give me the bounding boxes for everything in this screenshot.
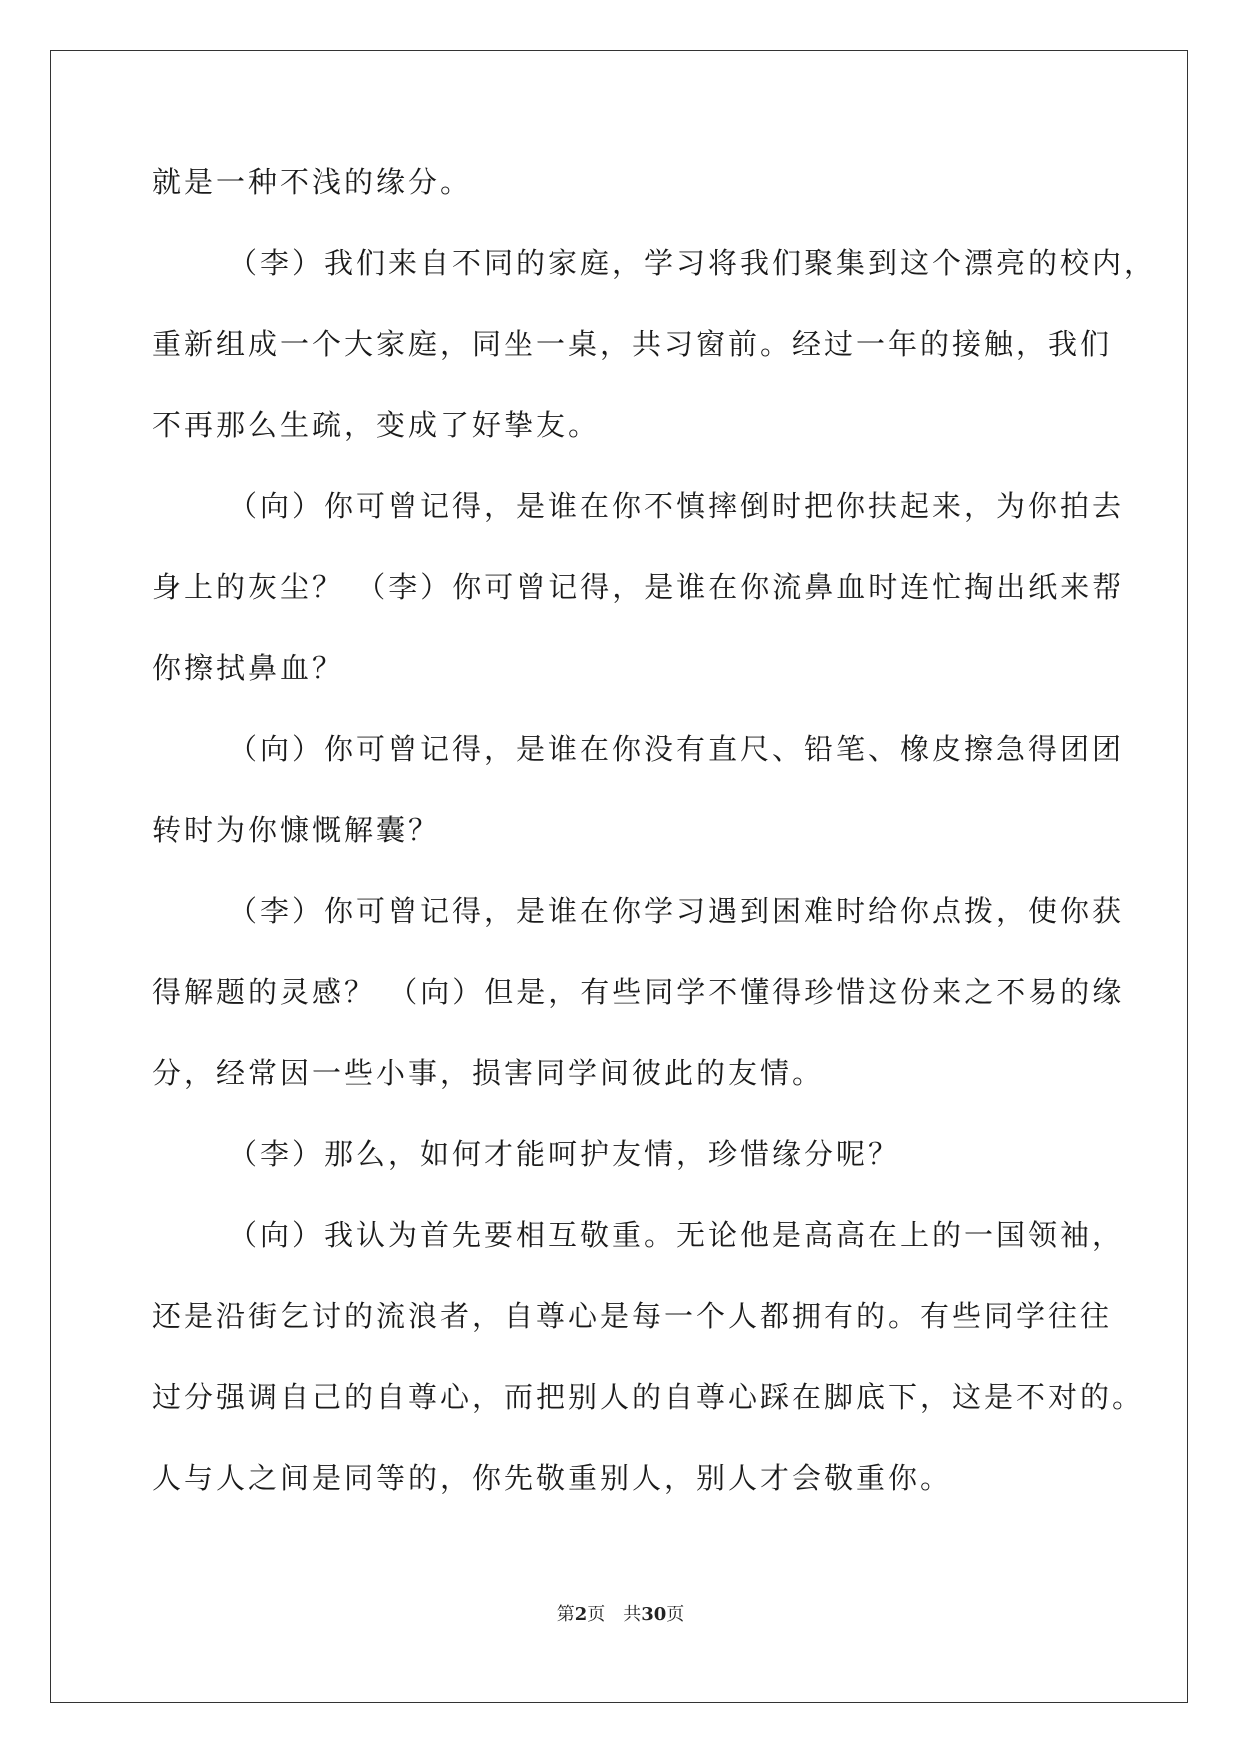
page-number: 2 (574, 1604, 588, 1625)
document-body (152, 162, 1157, 1539)
text-line: 得解题的灵感？ （向）但是，有些同学不懂得珍惜这份来之不易的缘 (152, 975, 1125, 1009)
text-line: 还是沿街乞讨的流浪者，自尊心是每一个人都拥有的。有些同学往往 (152, 1299, 1113, 1333)
text-line: （李）那么，如何才能呵护友情，珍惜缘分呢？ (228, 1137, 901, 1171)
text-line: 不再那么生疏，变成了好挚友。 (152, 408, 601, 442)
text-line: （李）你可曾记得，是谁在你学习遇到困难时给你点拨，使你获 (228, 894, 1125, 928)
text-line: 重新组成一个大家庭，同坐一桌，共习窗前。经过一年的接触，我们 (152, 327, 1113, 361)
text-line: 你擦拭鼻血？ (152, 651, 345, 685)
text-line: （李）我们来自不同的家庭，学习将我们聚集到这个漂亮的校内， (228, 246, 1157, 280)
text-line: 人与人之间是同等的，你先敬重别人，别人才会敬重你。 (152, 1461, 953, 1495)
total-pages: 30 (641, 1604, 667, 1625)
page-footer (0, 1600, 1241, 1626)
text-line: 过分强调自己的自尊心，而把别人的自尊心踩在脚底下，这是不对的。 (152, 1380, 1145, 1414)
footer-total-prefix: 共 (623, 1604, 642, 1625)
text-line: 分，经常因一些小事，损害同学间彼此的友情。 (152, 1056, 825, 1090)
text-line: 身上的灰尘？ （李）你可曾记得，是谁在你流鼻血时连忙掏出纸来帮 (152, 570, 1125, 604)
text-line: （向）你可曾记得，是谁在你没有直尺、铅笔、橡皮擦急得团团 (228, 732, 1125, 766)
text-line: 转时为你慷慨解囊？ (152, 813, 441, 847)
footer-prefix: 第 (556, 1604, 575, 1625)
footer-total-suffix: 页 (666, 1604, 685, 1625)
text-line: （向）我认为首先要相互敬重。无论他是高高在上的一国领袖， (228, 1218, 1125, 1252)
text-line: （向）你可曾记得，是谁在你不慎摔倒时把你扶起来，为你拍去 (228, 489, 1125, 523)
footer-page-suffix: 页 (587, 1604, 606, 1625)
text-line: 就是一种不浅的缘分。 (152, 165, 473, 199)
